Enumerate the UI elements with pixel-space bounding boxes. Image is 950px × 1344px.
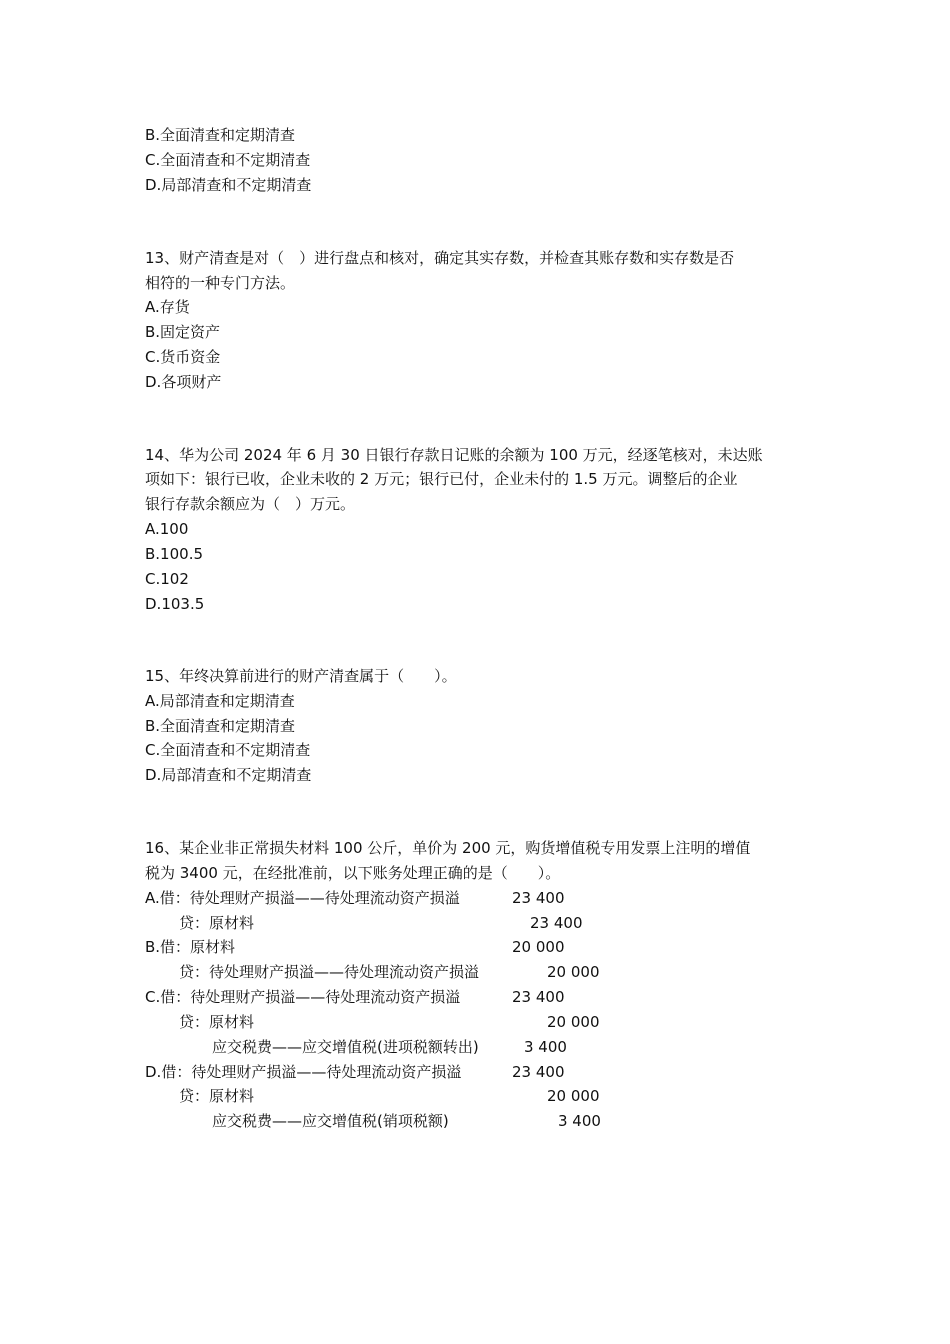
q16-a-debit-amount: 23 400 (512, 889, 565, 907)
q14-option-b: B.100.5 (145, 545, 204, 563)
q16-c-debit-amount: 23 400 (512, 988, 565, 1006)
q16-d-credit-amount: 20 000 (547, 1087, 600, 1105)
q16-d-debit: D.借：待处理财产损溢——待处理流动资产损溢 (145, 1063, 462, 1081)
q16-c-credit2: 应交税费——应交增值税(进项税额转出) (212, 1038, 479, 1056)
q16-c-credit2-amount: 3 400 (524, 1038, 567, 1056)
q13-stem-line2: 相符的一种专门方法。 (145, 274, 296, 292)
q14-stem-line3: 银行存款余额应为（ ）万元。 (145, 495, 356, 513)
q16-b-credit-amount: 20 000 (547, 963, 600, 981)
q16-d-credit: 贷：原材料 (179, 1087, 255, 1105)
q14-option-d: D.103.5 (145, 595, 205, 613)
q15-option-b: B.全面清查和定期清查 (145, 717, 296, 735)
prev-option-c: C.全面清查和不定期清查 (145, 151, 311, 169)
prev-option-b: B.全面清查和定期清查 (145, 126, 296, 144)
q13-option-c: C.货币资金 (145, 348, 221, 366)
q16-c-credit: 贷：原材料 (179, 1013, 255, 1031)
q13-option-d: D.各项财产 (145, 373, 222, 391)
q15-option-d: D.局部清查和不定期清查 (145, 766, 312, 784)
q16-d-credit2-amount: 3 400 (558, 1112, 601, 1130)
q16-d-debit-amount: 23 400 (512, 1063, 565, 1081)
q14-stem-line1: 14、华为公司 2024 年 6 月 30 日银行存款日记账的余额为 100 万元，经逐笔核对，未达账 (145, 446, 763, 464)
q16-a-credit-amount: 23 400 (530, 914, 583, 932)
q14-option-a: A.100 (145, 520, 189, 538)
prev-option-d: D.局部清查和不定期清查 (145, 176, 312, 194)
q15-option-c: C.全面清查和不定期清查 (145, 741, 311, 759)
q16-c-debit: C.借：待处理财产损溢——待处理流动资产损溢 (145, 988, 461, 1006)
q15-option-a: A.局部清查和定期清查 (145, 692, 295, 710)
q13-option-a: A.存货 (145, 298, 190, 316)
q16-b-debit-amount: 20 000 (512, 938, 565, 956)
q16-a-debit: A.借：待处理财产损溢——待处理流动资产损溢 (145, 889, 460, 907)
q16-d-credit2: 应交税费——应交增值税(销项税额) (212, 1112, 449, 1130)
q16-stem-line2: 税为 3400 元，在经批准前，以下账务处理正确的是（ ）。 (145, 864, 561, 882)
q16-a-credit: 贷：原材料 (179, 914, 255, 932)
q16-c-credit-amount: 20 000 (547, 1013, 600, 1031)
q15-stem: 15、年终决算前进行的财产清查属于（ ）。 (145, 667, 457, 685)
q13-stem-line1: 13、财产清查是对（ ）进行盘点和核对，确定其实存数，并检查其账存数和实存数是否 (145, 249, 735, 267)
q16-b-debit: B.借：原材料 (145, 938, 236, 956)
q16-stem-line1: 16、某企业非正常损失材料 100 公斤，单价为 200 元，购货增值税专用发票上注明的增值 (145, 839, 751, 857)
q14-option-c: C.102 (145, 570, 189, 588)
q14-stem-line2: 项如下：银行已收，企业未收的 2 万元；银行已付，企业未付的 1.5 万元。调整后的企业 (145, 470, 738, 488)
q13-option-b: B.固定资产 (145, 323, 221, 341)
q16-b-credit: 贷：待处理财产损溢——待处理流动资产损溢 (179, 963, 480, 981)
